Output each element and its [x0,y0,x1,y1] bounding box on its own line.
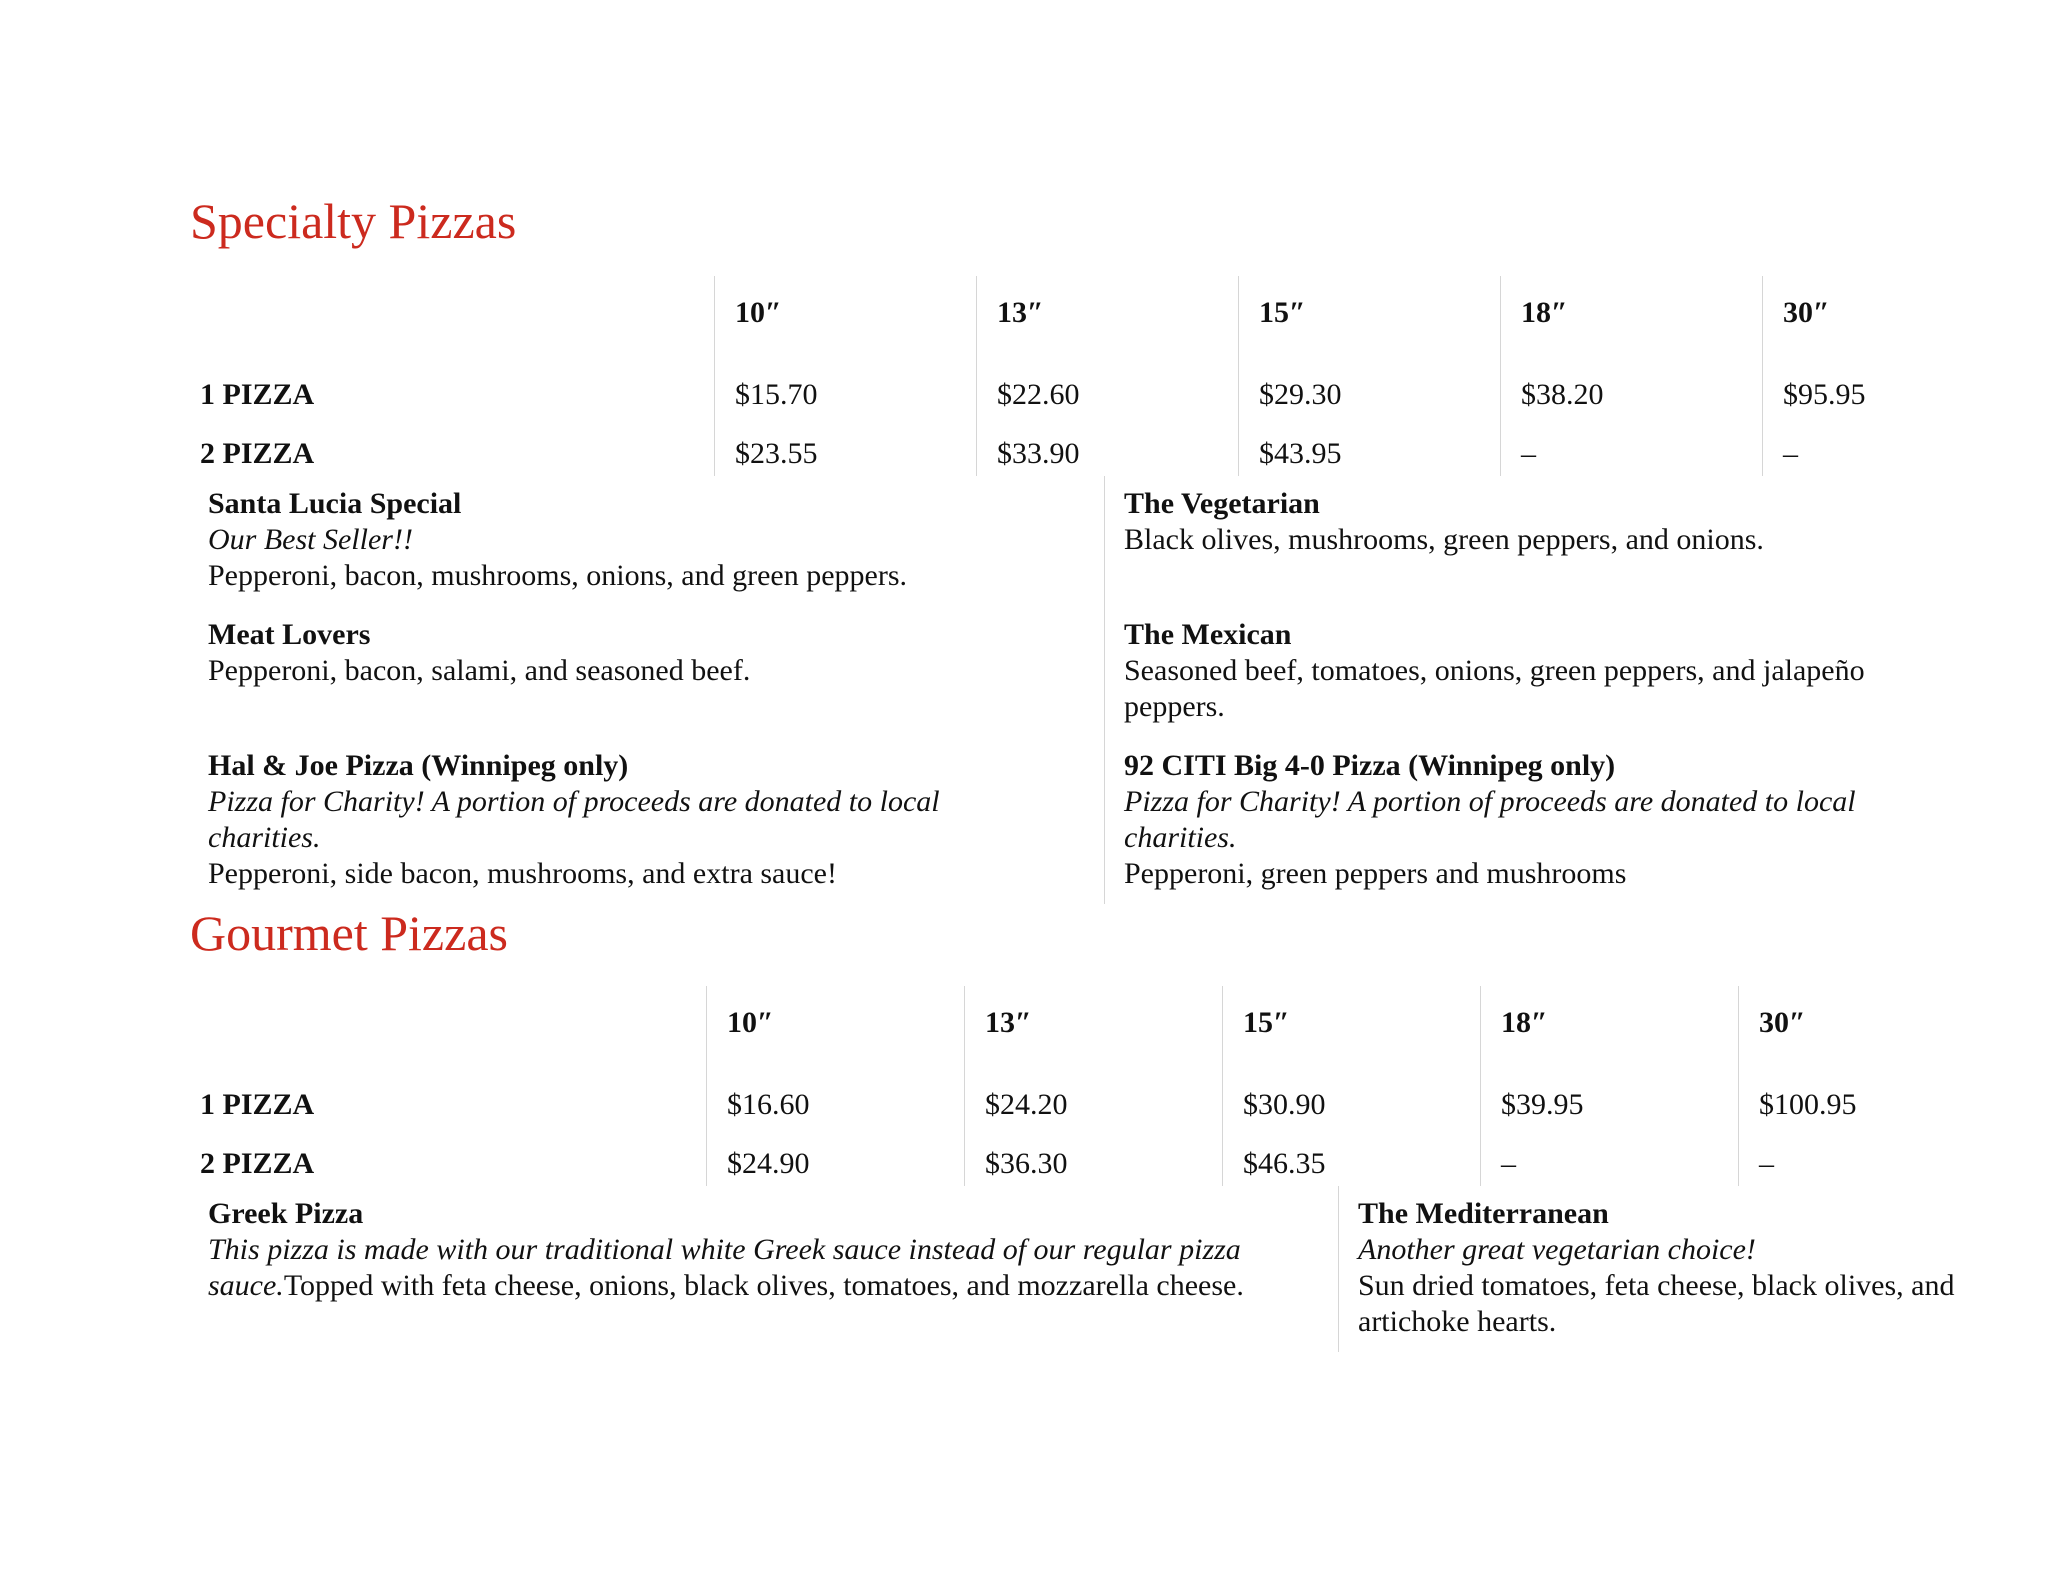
size-header: 10″ [735,296,782,329]
price-1-pizza: $95.95 [1783,378,1866,411]
item-description: Black olives, mushrooms, green peppers, and onions. [1124,523,1764,556]
size-header: 30″ [1759,1006,1806,1039]
price-2-pizza: – [1783,437,1798,470]
size-column-10 [706,986,967,1186]
item-name: The Mexican [1124,618,1292,651]
price-1-pizza: $38.20 [1521,378,1604,411]
column-divider [1104,476,1105,904]
item-description: Pepperoni, side bacon, mushrooms, and extra sauce! [208,857,837,890]
item-name: Santa Lucia Special [208,487,462,520]
size-column-13 [964,986,1225,1186]
item-tagline: Pizza for Charity! A portion of proceeds are donated to local charities. [1124,785,1856,854]
item-tagline: Our Best Seller!! [208,523,413,556]
menu-item-santa-lucia-special [208,486,1088,594]
price-1-pizza: $29.30 [1259,378,1342,411]
menu-items-gourmet [190,1186,2010,1352]
price-1-pizza: $39.95 [1501,1088,1584,1121]
size-header: 15″ [1259,296,1306,329]
menu-items-specialty [190,476,1910,904]
item-name: The Mediterranean [1358,1197,1609,1230]
price-2-pizza: – [1501,1147,1516,1180]
menu-item-meat-lovers [208,617,1088,689]
size-column-15 [1238,276,1499,476]
row-label-1-pizza: 1 PIZZA [200,1088,315,1121]
row-label-2-pizza: 2 PIZZA [200,437,315,470]
menu-item-the-mexican [1124,617,1904,725]
menu-item-hal-and-joe-pizza [208,748,1008,892]
item-name: Hal & Joe Pizza (Winnipeg only) [208,749,629,782]
price-1-pizza: $22.60 [997,378,1080,411]
item-tagline: This pizza is made with our traditional white Greek sauce instead of our regular pizza sauce. [208,1233,1241,1302]
size-header: 13″ [997,296,1044,329]
size-column-30 [1738,986,1911,1186]
size-column-10 [714,276,975,476]
size-header: 30″ [1783,296,1830,329]
size-column-18 [1480,986,1741,1186]
row-label-2-pizza: 2 PIZZA [200,1147,315,1180]
section-title-specialty: Specialty Pizzas [190,193,517,249]
size-column-18 [1500,276,1761,476]
price-2-pizza: $46.35 [1243,1147,1326,1180]
price-1-pizza: $24.20 [985,1088,1068,1121]
size-header: 10″ [727,1006,774,1039]
price-2-pizza: – [1759,1147,1774,1180]
item-description: Sun dried tomatoes, feta cheese, black olives, and artichoke hearts. [1358,1269,1955,1338]
item-description: Pepperoni, green peppers and mushrooms [1124,857,1627,890]
price-2-pizza: $33.90 [997,437,1080,470]
price-1-pizza: $16.60 [727,1088,810,1121]
menu-item-the-vegetarian [1124,486,1904,558]
price-2-pizza: $43.95 [1259,437,1342,470]
price-1-pizza: $100.95 [1759,1088,1857,1121]
price-2-pizza: $23.55 [735,437,818,470]
item-name: Meat Lovers [208,618,371,651]
size-header: 15″ [1243,1006,1290,1039]
menu-item-greek-pizza [208,1196,1328,1304]
price-table-gourmet [190,986,1910,1186]
price-2-pizza: $36.30 [985,1147,1068,1180]
price-table-specialty [190,276,1910,476]
item-description: Pepperoni, bacon, salami, and seasoned beef. [208,654,751,687]
size-header: 13″ [985,1006,1032,1039]
column-divider [1338,1186,1339,1352]
price-2-pizza: – [1521,437,1536,470]
section-title-gourmet: Gourmet Pizzas [190,905,508,961]
size-header: 18″ [1501,1006,1548,1039]
menu-item-the-mediterranean [1358,1196,1998,1340]
price-1-pizza: $15.70 [735,378,818,411]
size-header: 18″ [1521,296,1568,329]
item-description: Pepperoni, bacon, mushrooms, onions, and green peppers. [208,559,908,592]
item-description: Seasoned beef, tomatoes, onions, green peppers, and jalapeño peppers. [1124,654,1865,723]
row-label-1-pizza: 1 PIZZA [200,378,315,411]
price-1-pizza: $30.90 [1243,1088,1326,1121]
menu-item-92-citi-big-4-0-pizza [1124,748,1904,892]
size-column-15 [1222,986,1483,1186]
item-tagline: Pizza for Charity! A portion of proceeds are donated to local charities. [208,785,940,854]
item-name: 92 CITI Big 4-0 Pizza (Winnipeg only) [1124,749,1616,782]
size-column-13 [976,276,1237,476]
size-column-30 [1762,276,1911,476]
item-name: The Vegetarian [1124,487,1320,520]
item-name: Greek Pizza [208,1197,364,1230]
price-2-pizza: $24.90 [727,1147,810,1180]
item-tagline: Another great vegetarian choice! [1358,1233,1756,1266]
item-description: Topped with feta cheese, onions, black olives, tomatoes, and mozzarella cheese. [283,1269,1244,1302]
